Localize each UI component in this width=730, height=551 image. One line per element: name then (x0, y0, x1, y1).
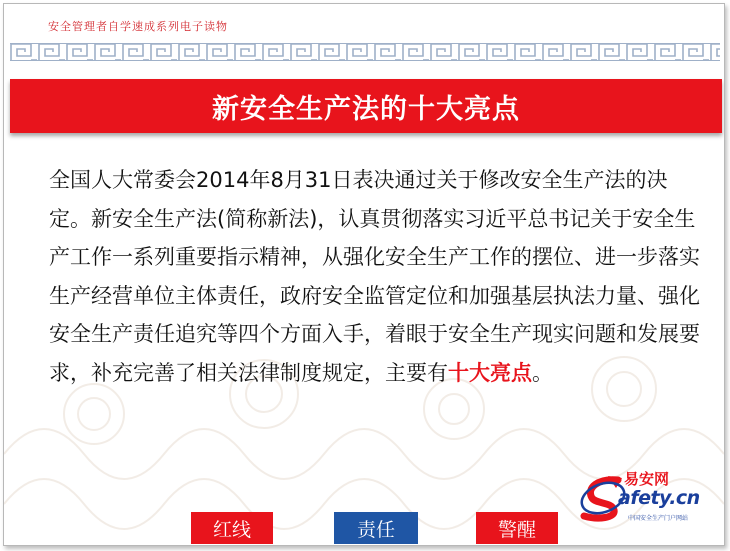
title-bar (10, 79, 722, 133)
body-paragraph (49, 161, 709, 392)
logo-domain: afety.cn (618, 487, 700, 509)
highlight-text: 十大亮点 (448, 360, 532, 385)
body-end: 。 (532, 360, 553, 385)
tag-red-line[interactable]: 红线 (191, 512, 273, 544)
slide-frame (3, 3, 725, 546)
logo-chinese-name: 易安网 (624, 470, 670, 488)
tag-responsibility[interactable]: 责任 (334, 512, 418, 544)
logo-subtitle: 中国安全生产门户网站 (628, 515, 689, 522)
series-title: 安全管理者自学速成系列电子读物 (48, 20, 228, 33)
slide-title: 新安全生产法的十大亮点 (212, 93, 520, 125)
body-text: 全国人大常委会2014年8月31日表决通过关于修改安全生产法的决定。新安全生产法(简称新法)，认真贯彻落实习近平总书记关于安全生产工作一系列重要指示精神，从强化安全生产工作的摆位、进一步落实生产经营单位主体责任，政府安全监管定位和加强基层执法力量、强化安全生产责任追究等四个方面入手，着眼于安全生产现实问题和发展要求，补充完善了相关法律制度规定，主要有 (49, 168, 700, 385)
fret-pattern-band (10, 43, 720, 61)
site-logo (578, 466, 718, 528)
tag-alert[interactable]: 警醒 (476, 512, 558, 544)
